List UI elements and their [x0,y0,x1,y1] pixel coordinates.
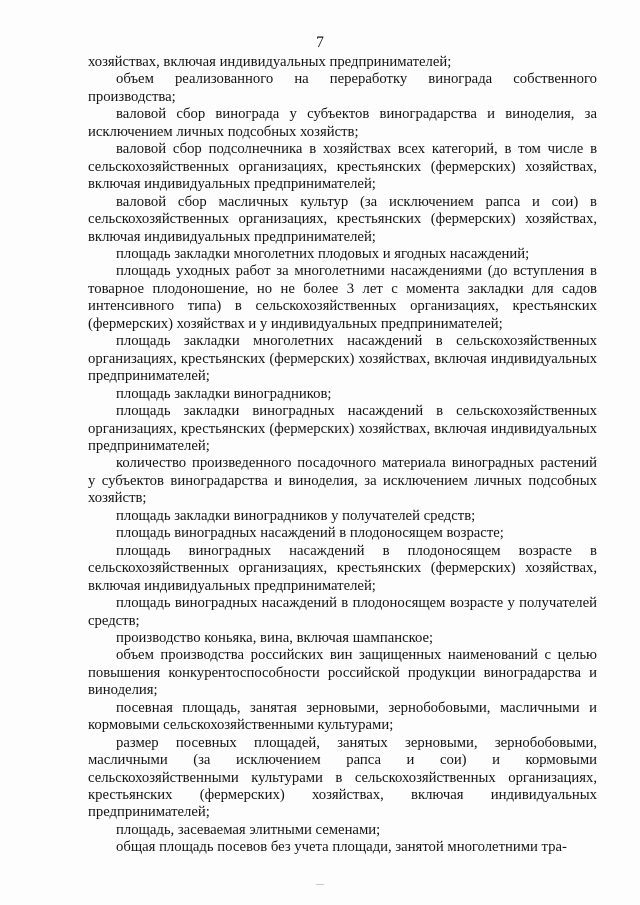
paragraph: производство коньяка, вина, включая шампанское; [116,629,434,646]
paragraph: площадь закладки виноградников; [116,385,332,402]
paragraph: валовой сбор масличных культур (за исключением рапса и сои) в сельскохозяйственных организациях, крестьянских (фермерских) хозяйствах, включая индивидуальных предпринимателей; [88,193,597,245]
paragraph: общая площадь посевов без учета площади, занятой многолетними тра- [116,839,567,856]
paragraph: площадь закладки многолетних плодовых и ягодных насаждений; [116,245,530,262]
paragraph: валовой сбор подсолнечника в хозяйствах всех категорий, в том числе в сельскохозяйственных организациях, крестьянских (фермерских) хозяйствах, включая индивидуальных предпринимателей; [88,141,597,193]
paragraph: размер посевных площадей, занятых зерновыми, зернобобовыми, масличными (за исключением рапса и сои) и кормовыми сельскохозяйственными культурами в сельскохозяйственных организациях, крестьянских (фермерских) хозяйствах, включая индивидуальных предпринимателей; [88,734,597,821]
paragraph: площадь закладки многолетних насаждений в сельскохозяйственных организациях, крестьянских (фермерских) хозяйствах, включая индивидуальных предпринимателей; [88,333,597,385]
document-body [88,54,597,857]
paragraph: площадь закладки виноградников у получателей средств; [116,507,476,524]
page-number: 7 [316,34,324,51]
paragraph: посевная площадь, занятая зерновыми, зернобобовыми, масличными и кормовыми сельскохозяйственными культурами; [88,699,597,734]
paragraph: объем реализованного на переработку винограда собственного производства; [88,71,597,105]
paragraph: площадь виноградных насаждений в плодоносящем возрасте в сельскохозяйственных организациях, крестьянских (фермерских) хозяйствах, включая индивидуальных предпринимателей; [88,542,597,594]
paragraph: площадь закладки виноградных насаждений в сельскохозяйственных организациях, крестьянских (фермерских) хозяйствах, включая индивидуальных предпринимателей; [88,403,597,454]
paragraph: хозяйствах, включая индивидуальных предпринимателей; [88,54,452,70]
paragraph: площадь виноградных насаждений в плодоносящем возрасте; [116,525,504,542]
paragraph: валовой сбор винограда у субъектов виноградарства и виноделия, за исключением личных подсобных хозяйств; [88,106,597,140]
paragraph: объем производства российских вин защищенных наименований с целью повышения конкурентоспособности российской продукции виноградарства и виноделия; [88,647,597,699]
paragraph: площадь виноградных насаждений в плодоносящем возрасте у получателей средств; [88,595,597,629]
paragraph: площадь, засеваемая элитными семенами; [116,821,381,838]
scan-mark [316,884,324,885]
paragraph: площадь уходных работ за многолетними насаждениями (до вступления в товарное плодоношение, но не более 3 лет с момента закладки для садов интенсивного типа) в сельскохозяйственных организациях, крестьянских (фермерских) хозяйствах и у индивидуальных предпринимателей; [88,263,597,332]
paragraph: количество произведенного посадочного материала виноградных растений у субъектов виноградарства и виноделия, за исключением личных подсобных хозяйств; [88,455,597,507]
